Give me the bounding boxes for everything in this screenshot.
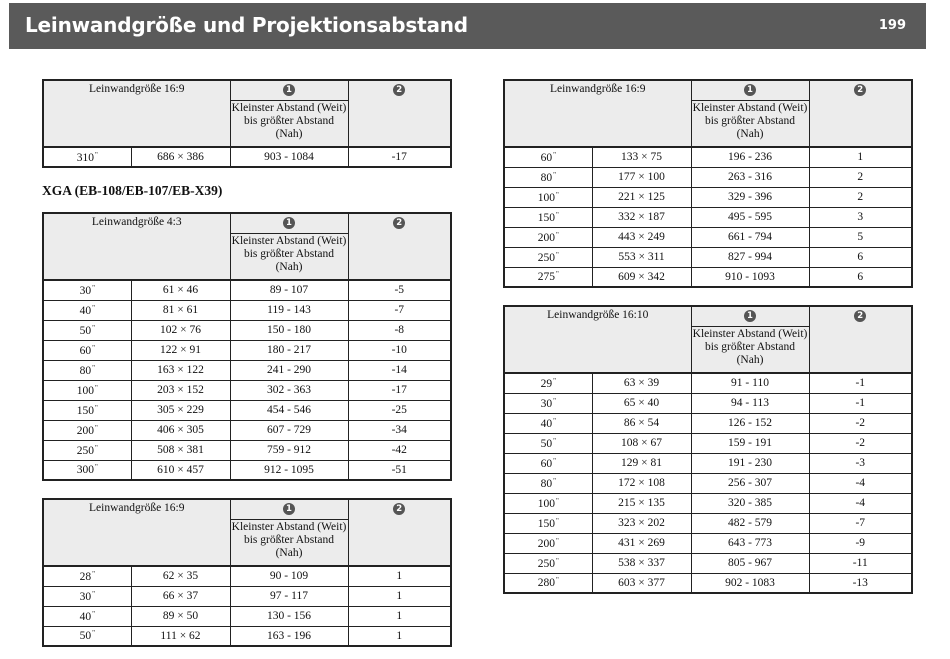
offset-cell: -13 xyxy=(809,573,912,593)
table-row xyxy=(504,433,912,453)
projection-distance-cell: 89 - 107 xyxy=(230,280,348,300)
screen-diagonal-cell: 30" xyxy=(43,586,131,606)
screen-dimensions-cell: 61 × 46 xyxy=(131,280,230,300)
table-row xyxy=(504,147,912,167)
marker-2-icon: 2 xyxy=(393,503,405,515)
table-row xyxy=(504,453,912,473)
projection-distance-cell: 643 - 773 xyxy=(691,533,809,553)
table-row xyxy=(504,393,912,413)
offset-cell: 1 xyxy=(809,147,912,167)
table-row xyxy=(504,553,912,573)
marker-2-header xyxy=(809,80,912,147)
projection-distance-cell: 329 - 396 xyxy=(691,187,809,207)
offset-cell: -17 xyxy=(348,380,451,400)
screen-diagonal-cell: 100" xyxy=(504,493,592,513)
table-row xyxy=(43,566,451,586)
screen-diagonal-cell: 50" xyxy=(43,320,131,340)
screen-dimensions-cell: 553 × 311 xyxy=(592,247,691,267)
projection-distance-cell: 256 - 307 xyxy=(691,473,809,493)
offset-cell: -8 xyxy=(348,320,451,340)
projection-distance-cell: 97 - 117 xyxy=(230,586,348,606)
section-heading-xga: XGA (EB-108/EB-107/EB-X39) xyxy=(42,183,223,198)
screen-diagonal-cell: 60" xyxy=(43,340,131,360)
screen-dimensions-cell: 86 × 54 xyxy=(592,413,691,433)
table-row xyxy=(43,586,451,606)
marker-2-icon: 2 xyxy=(854,84,866,96)
projection-distance-cell: 910 - 1093 xyxy=(691,267,809,287)
projection-distance-cell: 903 - 1084 xyxy=(230,147,348,167)
offset-cell: -42 xyxy=(348,440,451,460)
screen-diagonal-cell: 200" xyxy=(504,227,592,247)
screen-size-header: Leinwandgröße 16:10 xyxy=(504,306,691,373)
screen-diagonal-cell: 28" xyxy=(43,566,131,586)
marker-1-header xyxy=(230,80,348,101)
screen-diagonal-cell: 250" xyxy=(504,247,592,267)
screen-dimensions-cell: 66 × 37 xyxy=(131,586,230,606)
screen-dimensions-cell: 431 × 269 xyxy=(592,533,691,553)
projection-distance-cell: 163 - 196 xyxy=(230,626,348,646)
offset-cell: 3 xyxy=(809,207,912,227)
screen-size-header: Leinwandgröße 16:9 xyxy=(504,80,691,147)
screen-size-header: Leinwandgröße 4:3 xyxy=(43,213,230,280)
screen-diagonal-cell: 200" xyxy=(43,420,131,440)
projection-distance-cell: 454 - 546 xyxy=(230,400,348,420)
offset-cell: -9 xyxy=(809,533,912,553)
table-row xyxy=(504,573,912,593)
projection-distance-cell: 130 - 156 xyxy=(230,606,348,626)
projection-distance-cell: 495 - 595 xyxy=(691,207,809,227)
offset-cell: 6 xyxy=(809,247,912,267)
page-number: 199 xyxy=(878,18,906,33)
projection-distance-cell: 805 - 967 xyxy=(691,553,809,573)
distance-subheader: Kleinster Abstand (Weit) bis größter Abstand (Nah) xyxy=(230,234,348,281)
projection-distance-cell: 159 - 191 xyxy=(691,433,809,453)
projection-distance-cell: 320 - 385 xyxy=(691,493,809,513)
offset-cell: -10 xyxy=(348,340,451,360)
screen-dimensions-cell: 133 × 75 xyxy=(592,147,691,167)
screen-diagonal-cell: 150" xyxy=(504,207,592,227)
screen-diagonal-cell: 30" xyxy=(43,280,131,300)
screen-size-table-16-9-right xyxy=(503,79,913,288)
screen-diagonal-cell: 40" xyxy=(43,300,131,320)
screen-dimensions-cell: 89 × 50 xyxy=(131,606,230,626)
marker-1-icon: 1 xyxy=(283,217,295,229)
distance-subheader: Kleinster Abstand (Weit) bis größter Abstand (Nah) xyxy=(230,101,348,148)
marker-1-header xyxy=(691,306,809,327)
distance-subheader: Kleinster Abstand (Weit) bis größter Abstand (Nah) xyxy=(691,327,809,374)
projection-distance-cell: 912 - 1095 xyxy=(230,460,348,480)
offset-cell: -4 xyxy=(809,493,912,513)
screen-dimensions-cell: 65 × 40 xyxy=(592,393,691,413)
table-row xyxy=(43,147,451,167)
table-row xyxy=(43,340,451,360)
distance-subheader: Kleinster Abstand (Weit) bis größter Abstand (Nah) xyxy=(230,520,348,567)
projection-distance-cell: 90 - 109 xyxy=(230,566,348,586)
offset-cell: -5 xyxy=(348,280,451,300)
screen-size-table-4-3 xyxy=(42,212,452,481)
offset-cell: 2 xyxy=(809,167,912,187)
projection-distance-cell: 196 - 236 xyxy=(691,147,809,167)
projection-distance-cell: 241 - 290 xyxy=(230,360,348,380)
screen-dimensions-cell: 108 × 67 xyxy=(592,433,691,453)
screen-dimensions-cell: 111 × 62 xyxy=(131,626,230,646)
screen-dimensions-cell: 538 × 337 xyxy=(592,553,691,573)
screen-dimensions-cell: 323 × 202 xyxy=(592,513,691,533)
table-row xyxy=(43,400,451,420)
screen-diagonal-cell: 40" xyxy=(504,413,592,433)
table-row xyxy=(43,380,451,400)
screen-diagonal-cell: 300" xyxy=(43,460,131,480)
offset-cell: -51 xyxy=(348,460,451,480)
screen-dimensions-cell: 686 × 386 xyxy=(131,147,230,167)
marker-1-icon: 1 xyxy=(283,84,295,96)
table-row xyxy=(43,360,451,380)
marker-2-header xyxy=(809,306,912,373)
table-row xyxy=(43,420,451,440)
screen-diagonal-cell: 60" xyxy=(504,453,592,473)
screen-diagonal-cell: 80" xyxy=(504,167,592,187)
table-row xyxy=(504,473,912,493)
screen-dimensions-cell: 63 × 39 xyxy=(592,373,691,393)
screen-diagonal-cell: 100" xyxy=(43,380,131,400)
table-row xyxy=(43,460,451,480)
projection-distance-cell: 126 - 152 xyxy=(691,413,809,433)
screen-diagonal-cell: 280" xyxy=(504,573,592,593)
projection-distance-cell: 91 - 110 xyxy=(691,373,809,393)
screen-dimensions-cell: 610 × 457 xyxy=(131,460,230,480)
screen-diagonal-cell: 60" xyxy=(504,147,592,167)
screen-dimensions-cell: 62 × 35 xyxy=(131,566,230,586)
projection-distance-cell: 119 - 143 xyxy=(230,300,348,320)
screen-dimensions-cell: 102 × 76 xyxy=(131,320,230,340)
page-title: Leinwandgröße und Projektionsabstand xyxy=(25,13,468,37)
offset-cell: -25 xyxy=(348,400,451,420)
marker-2-icon: 2 xyxy=(393,84,405,96)
table-row xyxy=(504,187,912,207)
offset-cell: -14 xyxy=(348,360,451,380)
screen-dimensions-cell: 221 × 125 xyxy=(592,187,691,207)
offset-cell: -17 xyxy=(348,147,451,167)
table-row xyxy=(504,373,912,393)
screen-diagonal-cell: 40" xyxy=(43,606,131,626)
screen-diagonal-cell: 200" xyxy=(504,533,592,553)
offset-cell: -34 xyxy=(348,420,451,440)
marker-1-icon: 1 xyxy=(744,310,756,322)
screen-dimensions-cell: 129 × 81 xyxy=(592,453,691,473)
table-row xyxy=(504,493,912,513)
table-row xyxy=(504,227,912,247)
projection-distance-cell: 150 - 180 xyxy=(230,320,348,340)
marker-1-header xyxy=(691,80,809,101)
screen-size-header: Leinwandgröße 16:9 xyxy=(43,80,230,147)
table-row xyxy=(43,280,451,300)
screen-dimensions-cell: 177 × 100 xyxy=(592,167,691,187)
screen-size-table-16-9-bottom xyxy=(42,498,452,647)
screen-diagonal-cell: 250" xyxy=(43,440,131,460)
table-row xyxy=(43,626,451,646)
page-header xyxy=(9,3,926,49)
screen-dimensions-cell: 406 × 305 xyxy=(131,420,230,440)
projection-distance-cell: 902 - 1083 xyxy=(691,573,809,593)
projection-distance-cell: 661 - 794 xyxy=(691,227,809,247)
marker-2-icon: 2 xyxy=(854,310,866,322)
offset-cell: -1 xyxy=(809,373,912,393)
table-row xyxy=(43,320,451,340)
offset-cell: -4 xyxy=(809,473,912,493)
screen-size-table-16-10 xyxy=(503,305,913,594)
screen-diagonal-cell: 80" xyxy=(504,473,592,493)
projection-distance-cell: 607 - 729 xyxy=(230,420,348,440)
screen-dimensions-cell: 81 × 61 xyxy=(131,300,230,320)
projection-distance-cell: 759 - 912 xyxy=(230,440,348,460)
screen-diagonal-cell: 275" xyxy=(504,267,592,287)
screen-dimensions-cell: 163 × 122 xyxy=(131,360,230,380)
projection-distance-cell: 302 - 363 xyxy=(230,380,348,400)
screen-dimensions-cell: 305 × 229 xyxy=(131,400,230,420)
marker-2-icon: 2 xyxy=(393,217,405,229)
offset-cell: -7 xyxy=(348,300,451,320)
screen-dimensions-cell: 609 × 342 xyxy=(592,267,691,287)
screen-dimensions-cell: 332 × 187 xyxy=(592,207,691,227)
screen-diagonal-cell: 310" xyxy=(43,147,131,167)
offset-cell: -11 xyxy=(809,553,912,573)
screen-diagonal-cell: 50" xyxy=(504,433,592,453)
screen-diagonal-cell: 150" xyxy=(504,513,592,533)
marker-1-icon: 1 xyxy=(744,84,756,96)
screen-dimensions-cell: 508 × 381 xyxy=(131,440,230,460)
screen-dimensions-cell: 443 × 249 xyxy=(592,227,691,247)
marker-2-header xyxy=(348,80,451,147)
marker-1-icon: 1 xyxy=(283,503,295,515)
projection-distance-cell: 482 - 579 xyxy=(691,513,809,533)
screen-dimensions-cell: 203 × 152 xyxy=(131,380,230,400)
offset-cell: 5 xyxy=(809,227,912,247)
screen-diagonal-cell: 30" xyxy=(504,393,592,413)
table-row xyxy=(43,300,451,320)
table-row xyxy=(504,247,912,267)
offset-cell: -1 xyxy=(809,393,912,413)
offset-cell: 1 xyxy=(348,566,451,586)
offset-cell: -7 xyxy=(809,513,912,533)
screen-diagonal-cell: 80" xyxy=(43,360,131,380)
projection-distance-cell: 263 - 316 xyxy=(691,167,809,187)
table-row xyxy=(504,167,912,187)
table-row xyxy=(504,533,912,553)
marker-1-header xyxy=(230,213,348,234)
table-row xyxy=(504,207,912,227)
marker-2-header xyxy=(348,499,451,566)
screen-dimensions-cell: 122 × 91 xyxy=(131,340,230,360)
table-row xyxy=(504,267,912,287)
offset-cell: -2 xyxy=(809,433,912,453)
offset-cell: 6 xyxy=(809,267,912,287)
distance-subheader: Kleinster Abstand (Weit) bis größter Abstand (Nah) xyxy=(691,101,809,148)
screen-diagonal-cell: 250" xyxy=(504,553,592,573)
screen-dimensions-cell: 603 × 377 xyxy=(592,573,691,593)
marker-2-header xyxy=(348,213,451,280)
table-row xyxy=(504,413,912,433)
screen-diagonal-cell: 50" xyxy=(43,626,131,646)
offset-cell: 1 xyxy=(348,586,451,606)
screen-diagonal-cell: 29" xyxy=(504,373,592,393)
screen-diagonal-cell: 100" xyxy=(504,187,592,207)
projection-distance-cell: 827 - 994 xyxy=(691,247,809,267)
screen-dimensions-cell: 215 × 135 xyxy=(592,493,691,513)
table-row xyxy=(504,513,912,533)
offset-cell: -3 xyxy=(809,453,912,473)
marker-1-header xyxy=(230,499,348,520)
offset-cell: 1 xyxy=(348,626,451,646)
projection-distance-cell: 191 - 230 xyxy=(691,453,809,473)
offset-cell: 1 xyxy=(348,606,451,626)
offset-cell: 2 xyxy=(809,187,912,207)
table-row xyxy=(43,606,451,626)
offset-cell: -2 xyxy=(809,413,912,433)
table-row xyxy=(43,440,451,460)
screen-diagonal-cell: 150" xyxy=(43,400,131,420)
projection-distance-cell: 180 - 217 xyxy=(230,340,348,360)
projection-distance-cell: 94 - 113 xyxy=(691,393,809,413)
screen-dimensions-cell: 172 × 108 xyxy=(592,473,691,493)
screen-size-header: Leinwandgröße 16:9 xyxy=(43,499,230,566)
screen-size-table-16-9-top xyxy=(42,79,452,168)
